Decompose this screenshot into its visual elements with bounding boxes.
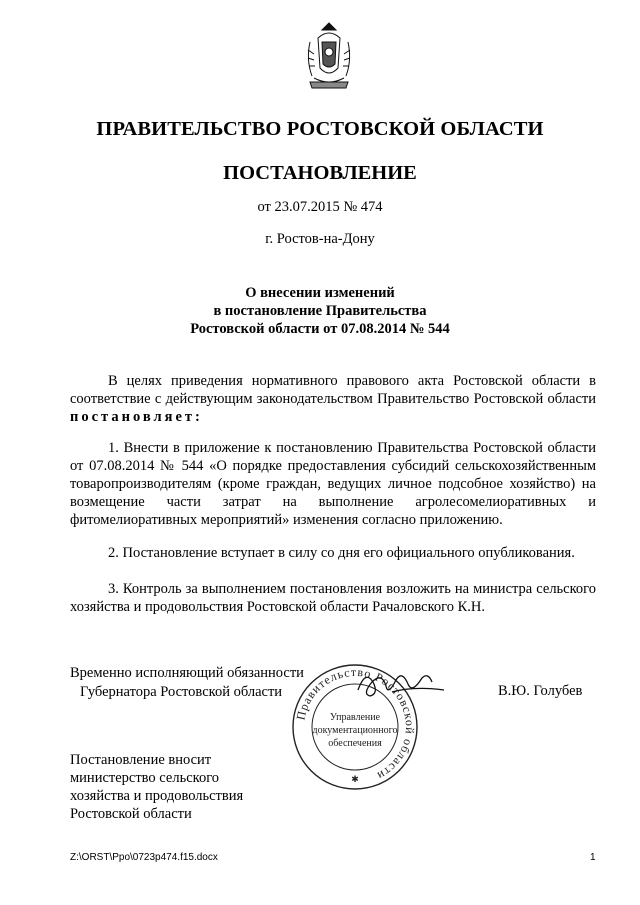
body-item-1: 1. Внести в приложение к постановлению Правительства Ростовской области от 07.08.2014 № 544 «О порядке предоставления субсидий сельскохозяйственным товаропроизводителям (кроме граждан, ведущих личное подсобное хозяйство) на возмещение части затрат на выполнение агролесомелиоративных и фитомелиоративных мероприятий» изменения согласно приложению. <box>70 440 596 528</box>
signatory-position-line: Временно исполняющий обязанности <box>70 665 304 681</box>
preamble-text: В целях приведения нормативного правового акта Ростовской области в соответствие с действующим законодательством Правительство Ростовской области <box>70 373 596 407</box>
subject-line: Ростовской области от 07.08.2014 № 544 <box>190 321 450 337</box>
signatory-position <box>70 664 304 702</box>
preamble-emphasis: постановляет: <box>70 409 203 425</box>
coat-of-arms-icon <box>300 20 358 92</box>
seal-inner-line: документационного <box>312 725 398 736</box>
organization-title: ПРАВИТЕЛЬСТВО РОСТОВСКОЙ ОБЛАСТИ <box>96 118 544 140</box>
seal-inner-line: Управление <box>329 712 381 723</box>
seal-outer-text: Правительство Ростовской области <box>293 664 418 784</box>
handwritten-signature-icon <box>352 664 452 704</box>
document-type: ПОСТАНОВЛЕНИЕ <box>223 162 417 184</box>
body-item-2: 2. Постановление вступает в силу со дня его официального опубликования. <box>108 545 575 561</box>
introduced-by-block <box>70 751 243 823</box>
subject-line: О внесении изменений <box>245 285 395 301</box>
document-date-number: от 23.07.2015 № 474 <box>257 199 383 215</box>
footer-file-path: Z:\ORST\Ppo\0723p474.f15.docx <box>70 852 218 863</box>
subject-line: в постановление Правительства <box>213 303 427 319</box>
introduced-by-line: Постановление вносит <box>70 752 212 768</box>
signatory-name: В.Ю. Голубев <box>498 683 583 699</box>
preamble-paragraph <box>70 372 596 426</box>
footer-page-number: 1 <box>590 852 596 863</box>
document-subject <box>0 284 640 338</box>
document-city: г. Ростов-на-Дону <box>265 231 375 247</box>
seal-inner-line: обеспечения <box>328 738 382 749</box>
svg-text:✱: ✱ <box>351 774 359 784</box>
signatory-position-line: Губернатора Ростовской области <box>80 684 283 700</box>
introduced-by-line: хозяйства и продовольствия <box>70 788 244 804</box>
body-item-3: 3. Контроль за выполнением постановления возложить на министра сельского хозяйства и продовольствия Ростовской области Рачаловского К.Н. <box>70 581 596 615</box>
introduced-by-line: Ростовской области <box>70 806 192 822</box>
introduced-by-line: министерство сельского <box>70 770 220 786</box>
